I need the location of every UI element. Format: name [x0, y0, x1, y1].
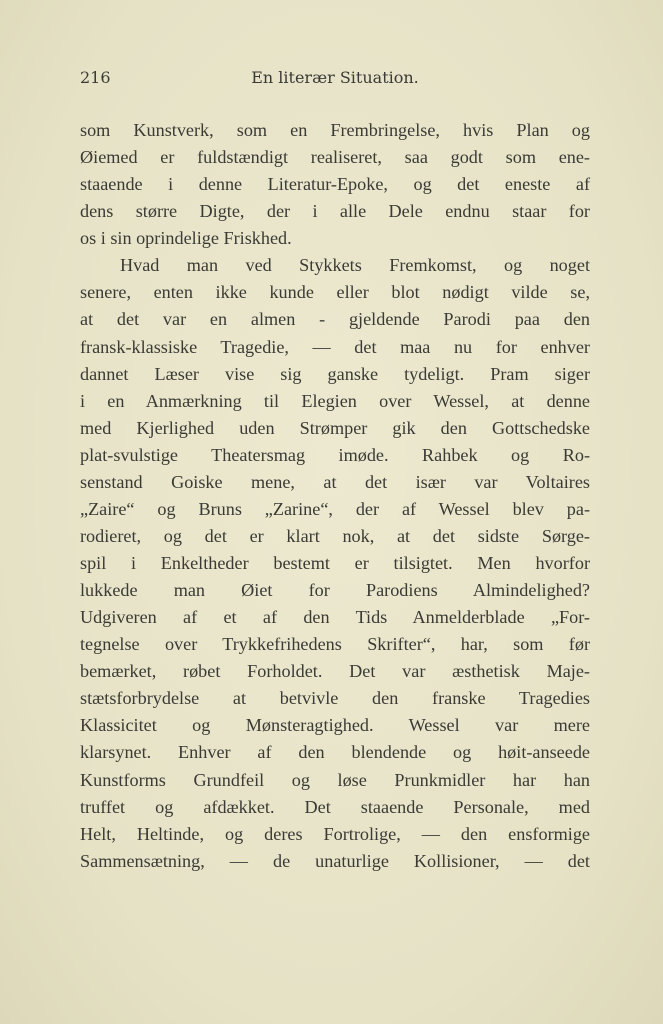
text-line: Udgiveren af et af den Tids Anmelderblade „For-	[80, 607, 590, 628]
text-line: „Zaire“ og Bruns „Zarine“, der af Wessel blev pa-	[80, 498, 590, 519]
body-text	[80, 117, 590, 875]
text-line: bemærket, røbet Forholdet. Det var æsthetisk Maje-	[80, 661, 590, 682]
text-line: rodieret, og det er klart nok, at det sidste Sørge-	[80, 525, 590, 546]
text-line: Klassicitet og Mønsteragtighed. Wessel var mere	[80, 715, 590, 736]
text-line: fransk-klassiske Tragedie, — det maa nu for enhver	[80, 336, 590, 357]
text-line: senstand Goiske mene, at det især var Voltaires	[80, 471, 590, 492]
text-line: at det var en almen - gjeldende Parodi paa den	[80, 309, 590, 330]
page-number: 216	[80, 68, 111, 87]
running-title: En literær Situation.	[251, 68, 419, 87]
text-line: senere, enten ikke kunde eller blot nødigt vilde se,	[80, 282, 590, 303]
text-line: klarsynet. Enhver af den blendende og høit-anseede	[80, 742, 590, 763]
text-line: som Kunstverk, som en Frembringelse, hvis Plan og	[80, 120, 590, 140]
text-line: med Kjerlighed uden Strømper gik den Gottschedske	[80, 417, 590, 438]
text-line: staaende i denne Literatur-Epoke, og det eneste af	[80, 174, 590, 195]
text-line: i en Anmærkning til Elegien over Wessel, at denne	[80, 390, 590, 411]
text-line: plat-svulstige Theatersmag imøde. Rahbek og Ro-	[80, 444, 590, 465]
text-line: stætsforbrydelse at betvivle den franske Tragedies	[80, 688, 590, 709]
text-line: dannet Læser vise sig ganske tydeligt. Pram siger	[80, 363, 590, 384]
text-line: spil i Enkeltheder bestemt er tilsigtet. Men hvorfor	[80, 553, 590, 573]
text-line: Helt, Heltinde, og deres Fortrolige, — den ensformige	[80, 823, 590, 844]
page-header	[80, 68, 590, 92]
text-line: truffet og afdækket. Det staaende Personale, med	[80, 796, 590, 817]
text-line: dens større Digte, der i alle Dele endnu staar for	[80, 201, 590, 222]
text-line: Hvad man ved Stykkets Fremkomst, og noget	[120, 255, 590, 276]
text-line: os i sin oprindelige Friskhed.	[80, 228, 292, 249]
text-line: tegnelse over Trykkefrihedens Skrifter“, har, som før	[80, 634, 590, 655]
text-line: Øiemed er fuldstændigt realiseret, saa godt som ene-	[80, 147, 590, 168]
text-line: Sammensætning, — de unaturlige Kollisioner, — det	[80, 850, 590, 871]
text-line: lukkede man Øiet for Parodiens Almindelighed?	[80, 580, 590, 601]
text-line: Kunstforms Grundfeil og løse Prunkmidler har han	[80, 769, 590, 790]
